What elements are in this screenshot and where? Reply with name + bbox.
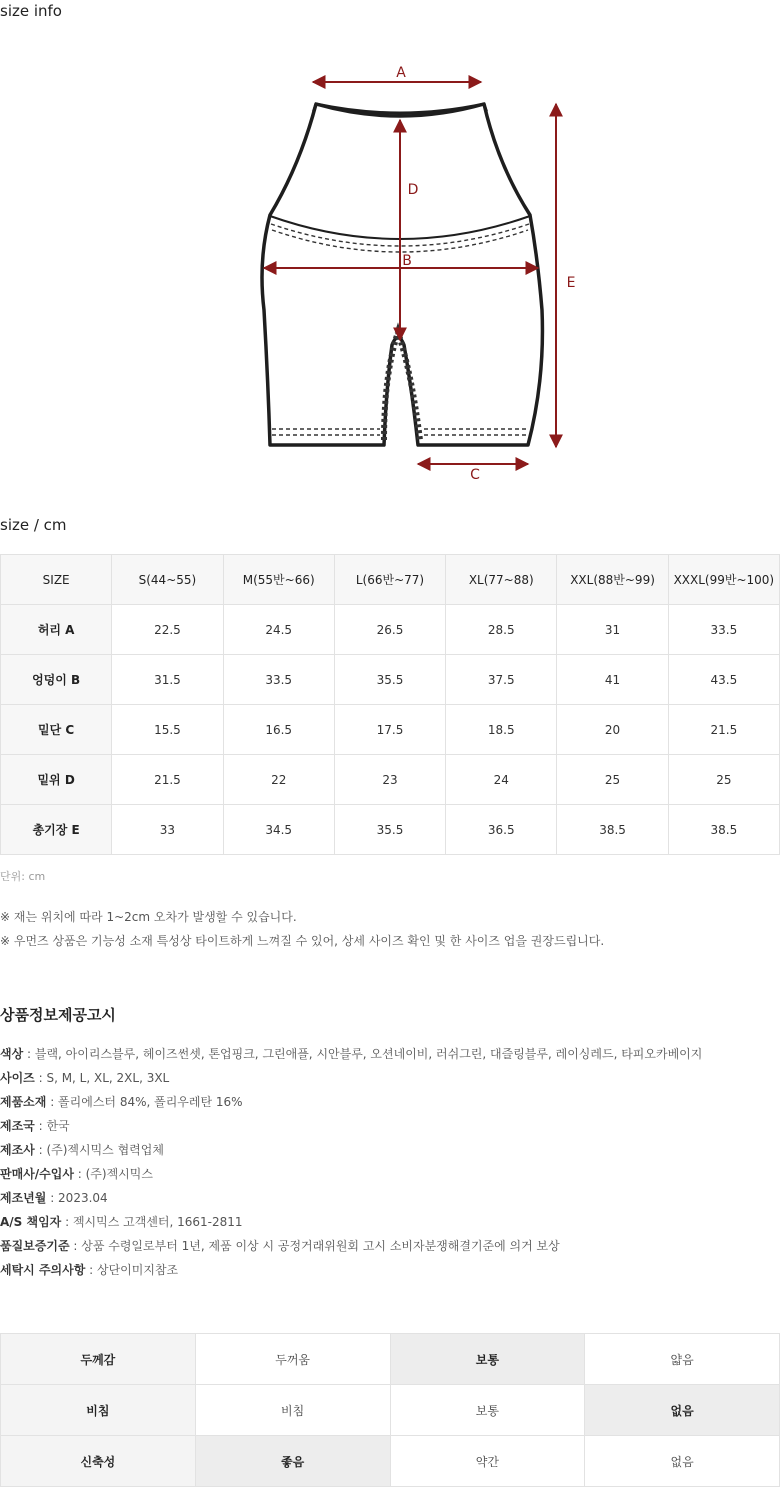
feel-label: 두께감 bbox=[1, 1334, 196, 1385]
info-value: : 상단이미지참조 bbox=[85, 1263, 179, 1277]
table-cell: 21.5 bbox=[668, 705, 779, 755]
info-value: : (주)젝시믹스 bbox=[73, 1167, 153, 1181]
info-row bbox=[0, 1092, 702, 1116]
feel-option: 얇음 bbox=[585, 1334, 780, 1385]
info-key: 제품소재 bbox=[0, 1095, 47, 1109]
label-c: C bbox=[470, 467, 480, 480]
feel-label: 신축성 bbox=[1, 1436, 196, 1487]
info-row bbox=[0, 1260, 702, 1284]
fit-note: ※ 우먼즈 상품은 기능성 소재 특성상 타이트하게 느껴질 수 있어, 상세 사이즈 확인 및 한 사이즈 업을 권장드립니다. bbox=[0, 934, 605, 948]
feel-option: 없음 bbox=[585, 1436, 780, 1487]
table-cell: 33.5 bbox=[668, 605, 779, 655]
measurement-note: ※ 재는 위치에 따라 1~2cm 오차가 발생할 수 있습니다. bbox=[0, 910, 297, 924]
info-key: 판매사/수입사 bbox=[0, 1167, 74, 1181]
header-cell: M(55반~66) bbox=[223, 555, 334, 605]
table-cell: 20 bbox=[557, 705, 668, 755]
label-e: E bbox=[566, 275, 576, 291]
table-cell: 21.5 bbox=[112, 755, 223, 805]
info-key: A/S 책임자 bbox=[0, 1215, 62, 1229]
table-cell: 35.5 bbox=[334, 805, 445, 855]
shorts-outline bbox=[262, 104, 542, 445]
table-cell: 24 bbox=[446, 755, 557, 805]
row-label: 엉덩이 B bbox=[1, 655, 112, 705]
table-cell: 37.5 bbox=[446, 655, 557, 705]
row-label: 밑단 C bbox=[1, 705, 112, 755]
table-cell: 36.5 bbox=[446, 805, 557, 855]
table-cell: 22.5 bbox=[112, 605, 223, 655]
table-cell: 28.5 bbox=[446, 605, 557, 655]
table-row bbox=[1, 755, 780, 805]
header-cell: XXXL(99반~100) bbox=[668, 555, 779, 605]
info-row bbox=[0, 1236, 702, 1260]
table-cell: 15.5 bbox=[112, 705, 223, 755]
table-cell: 38.5 bbox=[668, 805, 779, 855]
info-key: 제조사 bbox=[0, 1143, 35, 1157]
info-value: : 폴리에스터 84%, 폴리우레탄 16% bbox=[46, 1095, 243, 1109]
info-row bbox=[0, 1116, 702, 1140]
row-label: 총기장 E bbox=[1, 805, 112, 855]
header-cell: L(66반~77) bbox=[334, 555, 445, 605]
size-info-title: size info bbox=[0, 2, 62, 20]
info-value: : 한국 bbox=[34, 1119, 70, 1133]
table-cell: 16.5 bbox=[223, 705, 334, 755]
header-cell: XXL(88반~99) bbox=[557, 555, 668, 605]
table-row bbox=[1, 655, 780, 705]
table-cell: 38.5 bbox=[557, 805, 668, 855]
info-value: : S, M, L, XL, 2XL, 3XL bbox=[34, 1071, 170, 1085]
size-diagram bbox=[0, 40, 780, 480]
feel-option: 비침 bbox=[195, 1385, 390, 1436]
table-cell: 18.5 bbox=[446, 705, 557, 755]
size-table-header bbox=[1, 555, 780, 605]
table-cell: 43.5 bbox=[668, 655, 779, 705]
feel-option: 좋음 bbox=[195, 1436, 390, 1487]
table-cell: 31.5 bbox=[112, 655, 223, 705]
info-key: 색상 bbox=[0, 1047, 24, 1061]
table-cell: 31 bbox=[557, 605, 668, 655]
info-row bbox=[0, 1140, 702, 1164]
info-key: 품질보증기준 bbox=[0, 1239, 70, 1253]
row-label: 허리 A bbox=[1, 605, 112, 655]
row-label: 밑위 D bbox=[1, 755, 112, 805]
info-row bbox=[0, 1068, 702, 1092]
product-info-title: 상품정보제공고시 bbox=[0, 1006, 116, 1024]
unit-note: 단위: cm bbox=[0, 870, 46, 883]
fabric-feel-table bbox=[0, 1333, 780, 1487]
table-row bbox=[1, 705, 780, 755]
feel-label: 비침 bbox=[1, 1385, 196, 1436]
label-b: B bbox=[402, 253, 412, 269]
feel-option: 보통 bbox=[390, 1334, 585, 1385]
table-cell: 35.5 bbox=[334, 655, 445, 705]
info-row bbox=[0, 1044, 702, 1068]
table-row bbox=[1, 805, 780, 855]
header-cell: S(44~55) bbox=[112, 555, 223, 605]
table-cell: 26.5 bbox=[334, 605, 445, 655]
label-a: A bbox=[396, 65, 406, 81]
header-cell: XL(77~88) bbox=[446, 555, 557, 605]
info-key: 세탁시 주의사항 bbox=[0, 1263, 86, 1277]
size-cm-title: size / cm bbox=[0, 516, 67, 534]
label-d: D bbox=[407, 182, 419, 198]
feel-row bbox=[1, 1385, 780, 1436]
info-row bbox=[0, 1164, 702, 1188]
feel-row bbox=[1, 1334, 780, 1385]
table-cell: 33.5 bbox=[223, 655, 334, 705]
product-info-list bbox=[0, 1044, 702, 1284]
size-table bbox=[0, 554, 780, 855]
table-cell: 41 bbox=[557, 655, 668, 705]
info-value: : 블랙, 아이리스블루, 헤이즈썬셋, 톤업핑크, 그린애플, 시안블루, 오션네이비, 러쉬그린, 대즐링블루, 레이싱레드, 타피오카베이지 bbox=[23, 1047, 703, 1061]
table-cell: 17.5 bbox=[334, 705, 445, 755]
info-row bbox=[0, 1212, 702, 1236]
feel-option: 약간 bbox=[390, 1436, 585, 1487]
table-cell: 34.5 bbox=[223, 805, 334, 855]
table-row bbox=[1, 605, 780, 655]
feel-row bbox=[1, 1436, 780, 1487]
feel-option: 두꺼움 bbox=[195, 1334, 390, 1385]
table-cell: 25 bbox=[557, 755, 668, 805]
table-cell: 24.5 bbox=[223, 605, 334, 655]
table-cell: 25 bbox=[668, 755, 779, 805]
feel-option: 보통 bbox=[390, 1385, 585, 1436]
info-key: 사이즈 bbox=[0, 1071, 35, 1085]
feel-option: 없음 bbox=[585, 1385, 780, 1436]
info-value: : 2023.04 bbox=[46, 1191, 108, 1205]
info-row bbox=[0, 1188, 702, 1212]
info-value: : 젝시믹스 고객센터, 1661-2811 bbox=[61, 1215, 243, 1229]
table-cell: 22 bbox=[223, 755, 334, 805]
info-value: : (주)젝시믹스 협력업체 bbox=[34, 1143, 164, 1157]
header-cell: SIZE bbox=[1, 555, 112, 605]
table-cell: 33 bbox=[112, 805, 223, 855]
info-key: 제조년월 bbox=[0, 1191, 47, 1205]
info-key: 제조국 bbox=[0, 1119, 35, 1133]
table-cell: 23 bbox=[334, 755, 445, 805]
info-value: : 상품 수령일로부터 1년, 제품 이상 시 공정거래위원회 고시 소비자분쟁해결기준에 의거 보상 bbox=[69, 1239, 560, 1253]
